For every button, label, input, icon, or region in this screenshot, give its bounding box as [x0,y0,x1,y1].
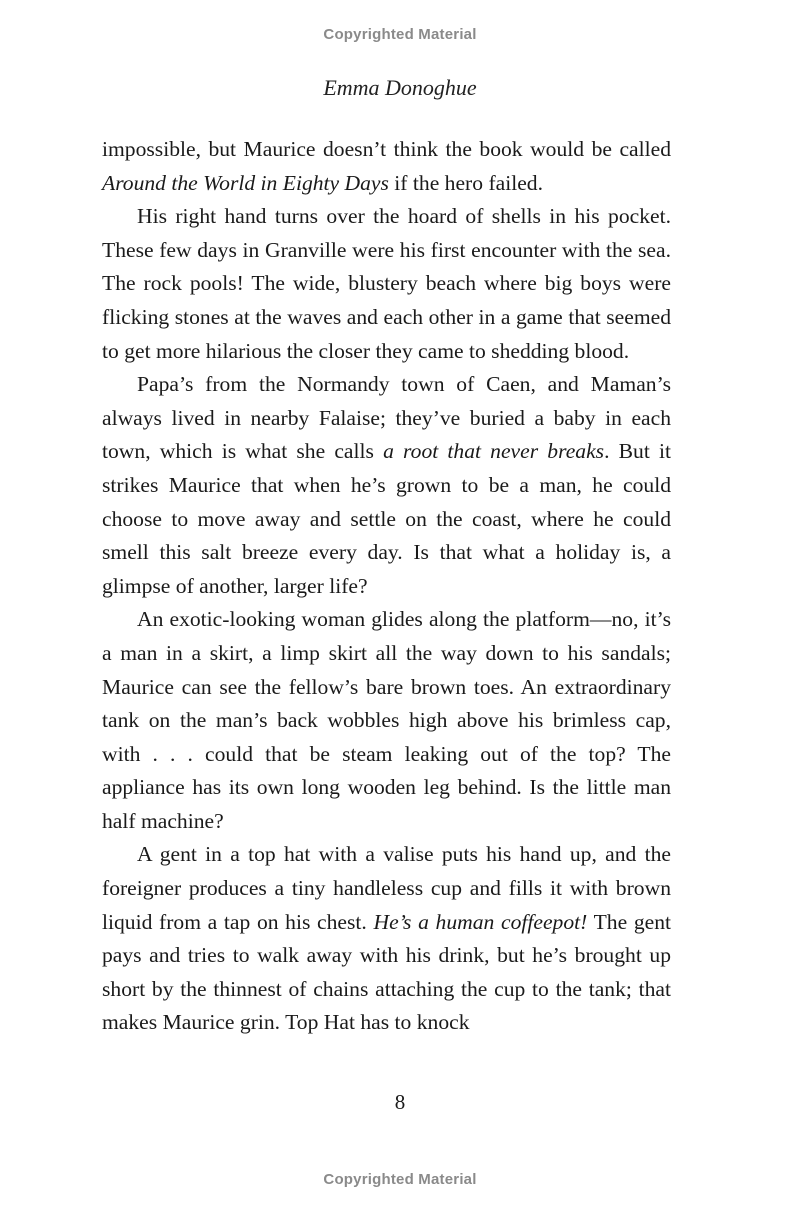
text-run: A gent in a top hat with a valise puts his hand up, and the foreigner produces a tiny handleless cup and fills it with brown liquid from a tap on his chest. [102,842,671,934]
body-text [102,133,671,1040]
text-run: His right hand turns over the hoard of shells in his pocket. These few days in Granville were his first encounter with the sea. The rock pools! The wide, blustery beach where big boys were flicking stones at the waves and each other in a game that seemed to get more hilarious the closer they came to shedding blood. [102,204,671,363]
paragraph [102,133,671,200]
text-run: impossible, but Maurice doesn’t think the book would be called [102,137,671,161]
paragraph [102,200,671,368]
running-head-author: Emma Donoghue [323,75,477,100]
text-run: if the hero failed. [388,170,543,195]
text-run: Papa’s from the Normandy town of Caen, and Maman’s always lived in nearby Falaise; they’ve buried a baby in each town, which is what she calls [102,372,671,464]
italic-text: Around the World in Eighty Days [102,170,389,195]
paragraph [102,603,671,838]
copyright-watermark-bottom: Copyrighted Material [323,1171,477,1188]
copyright-watermark-top: Copyrighted Material [323,26,477,43]
italic-text: a root that never breaks [383,439,605,464]
paragraph [102,368,671,603]
page-number: 8 [394,1090,406,1114]
paragraph [102,838,671,1040]
text-run: The gent pays and tries to walk away with his drink, but he’s brought up short by the thinnest of chains attaching the cup to the tank; that makes Maurice grin. Top Hat has to knock [102,909,671,1035]
text-run: . But it strikes Maurice that when he’s grown to be a man, he could choose to move away and settle on the coast, where he could smell this salt breeze every day. Is that what a holiday is, a glimpse of another, larger life? [102,439,671,598]
italic-text: He’s a human coffeepot! [373,909,588,934]
text-run: An exotic-looking woman glides along the platform—no, it’s a man in a skirt, a limp skirt all the way down to his sandals; Maurice can see the fellow’s bare brown toes. An extraordinary tank on the man’s back wobbles high above his brimless cap, with . . . could that be steam leaking out of the top? The appliance has its own long wooden leg behind. Is the little man half machine? [102,607,671,833]
